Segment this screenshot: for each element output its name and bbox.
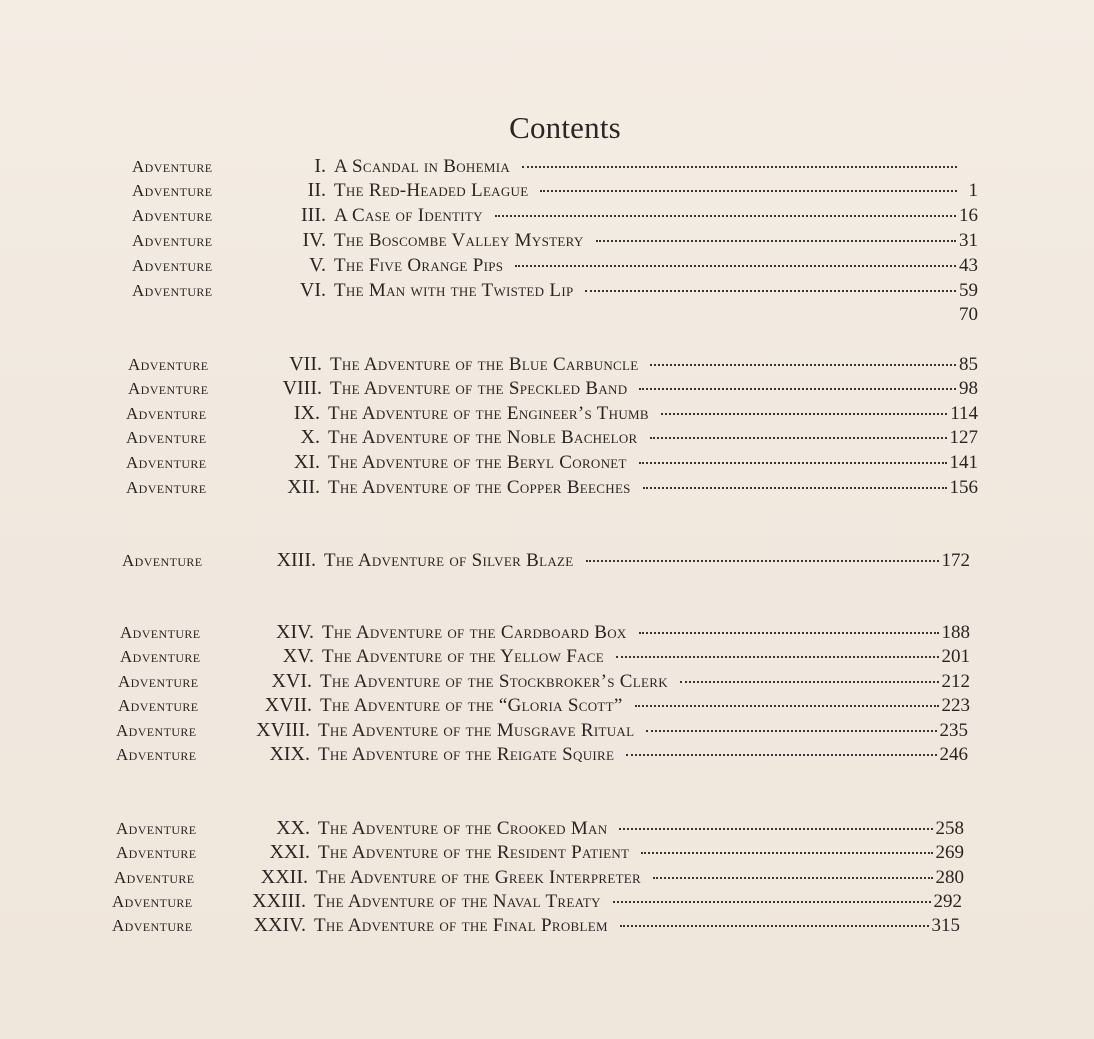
entry-numeral: VIII . <box>236 376 326 400</box>
toc-entry <box>120 644 970 668</box>
leader-dots <box>643 487 947 489</box>
toc-entry <box>132 253 978 277</box>
entry-title: The Adventure of the Cardboard Box <box>322 622 627 643</box>
adventure-label: Adventure <box>120 623 201 642</box>
leader-dots <box>495 215 956 217</box>
leader-dots <box>522 166 957 168</box>
entry-title: The Red-Headed League <box>334 180 529 201</box>
leader-dots <box>540 190 957 192</box>
leader-dots <box>646 730 936 732</box>
adventure-label: Adventure <box>128 379 209 398</box>
entry-page: 246 <box>939 744 968 765</box>
toc-entry <box>122 548 970 572</box>
entry-title: The Man with the Twisted Lip <box>334 280 574 301</box>
adventure-label: Adventure <box>116 721 197 740</box>
adventure-label: Adventure <box>126 453 207 472</box>
entry-title: The Adventure of the Reigate Squire <box>318 744 615 765</box>
leader-dots <box>639 462 947 464</box>
entry-numeral: II . <box>240 178 330 202</box>
leader-dots <box>620 925 929 927</box>
entry-title: The Boscombe Valley Mystery <box>334 230 584 251</box>
adventure-label: Adventure <box>132 281 213 300</box>
entry-numeral: XIX . <box>224 742 314 766</box>
leader-dots <box>619 828 932 830</box>
entry-page: 85 <box>959 354 978 375</box>
adventure-label: Adventure <box>122 551 203 570</box>
entry-numeral: V . <box>240 253 330 277</box>
entry-title: The Adventure of the Speckled Band <box>330 378 628 399</box>
entry-title: The Adventure of the Copper Beeches <box>328 477 631 498</box>
entry-title: The Adventure of the Noble Bachelor <box>328 427 638 448</box>
adventure-label: Adventure <box>126 428 207 447</box>
leader-dots <box>613 901 931 903</box>
toc-entry <box>132 228 978 252</box>
adventure-label: Adventure <box>112 892 193 911</box>
entry-title: A Scandal in Bohemia <box>334 156 511 177</box>
adventure-label: Adventure <box>116 819 197 838</box>
entry-page: 43 <box>959 255 978 276</box>
leader-dots <box>586 560 939 562</box>
toc-entry <box>112 913 960 937</box>
toc-entry <box>132 278 978 302</box>
entry-numeral: XXIV . <box>220 913 310 937</box>
entry-title: The Adventure of the Resident Patient <box>318 842 630 863</box>
entry-page: 59 <box>959 280 978 301</box>
page-title: Contents <box>509 110 621 145</box>
entry-page: 201 <box>941 646 970 667</box>
leader-dots <box>596 240 956 242</box>
adventure-label: Adventure <box>126 478 207 497</box>
entry-page: 223 <box>941 695 970 716</box>
entry-numeral: XXIII . <box>220 889 310 913</box>
entry-title: The Five Orange Pips <box>334 255 504 276</box>
toc-entry <box>128 352 978 376</box>
entry-numeral: IX . <box>234 401 324 425</box>
leader-dots <box>626 754 936 756</box>
entry-page: 188 <box>941 622 970 643</box>
leader-dots <box>616 656 939 658</box>
entry-title: The Adventure of the “Gloria Scott” <box>320 695 623 716</box>
entry-page: 258 <box>935 818 964 839</box>
entry-page: 172 <box>941 550 970 571</box>
entry-numeral: XVI . <box>226 669 316 693</box>
entry-numeral: III . <box>240 203 330 227</box>
entry-title: The Adventure of the Yellow Face <box>322 646 604 667</box>
toc-entry <box>126 425 978 449</box>
entry-page: 156 <box>949 477 978 498</box>
entry-numeral: XIII . <box>230 548 320 572</box>
entry-page: 114 <box>950 403 978 424</box>
leader-dots <box>635 705 939 707</box>
toc-entry <box>132 154 978 178</box>
entry-numeral: I . <box>240 154 330 178</box>
entry-page: 31 <box>959 230 978 251</box>
adventure-label: Adventure <box>120 647 201 666</box>
entry-numeral: XVIII . <box>224 718 314 742</box>
entry-numeral: XX . <box>224 816 314 840</box>
leader-dots <box>680 681 939 683</box>
entry-title: The Adventure of the Beryl Coronet <box>328 452 627 473</box>
leader-dots <box>661 413 947 415</box>
entry-numeral: X . <box>234 425 324 449</box>
toc-entry <box>126 401 978 425</box>
toc-entry <box>116 840 964 864</box>
entry-page: 280 <box>935 867 964 888</box>
entry-numeral: VII . <box>236 352 326 376</box>
entry-title: A Case of Identity <box>334 205 483 226</box>
entry-page: 269 <box>935 842 964 863</box>
adventure-label: Adventure <box>132 256 213 275</box>
leader-dots <box>641 852 932 854</box>
entry-numeral: XXI . <box>224 840 314 864</box>
entry-page: 98 <box>959 378 978 399</box>
toc-entry <box>128 376 978 400</box>
entry-title: The Adventure of the Stockbroker’s Clerk <box>320 671 668 692</box>
adventure-label: Adventure <box>132 231 213 250</box>
entry-numeral: IV . <box>240 228 330 252</box>
adventure-label: Adventure <box>116 843 197 862</box>
entry-title: The Adventure of Silver Blaze <box>324 550 574 571</box>
leader-dots <box>653 877 932 879</box>
entry-numeral: VI . <box>240 278 330 302</box>
entry-page: 315 <box>931 915 960 936</box>
entry-page: 16 <box>959 205 978 226</box>
entry-title: The Adventure of the Engineer’s Thumb <box>328 403 649 424</box>
toc-entry <box>118 669 970 693</box>
toc-entry <box>112 889 962 913</box>
toc-entry <box>120 620 970 644</box>
entry-title: The Adventure of the Final Problem <box>314 915 608 936</box>
toc-entry <box>116 742 968 766</box>
adventure-label: Adventure <box>132 206 213 225</box>
entry-page: 127 <box>949 427 978 448</box>
entry-page: 235 <box>939 720 968 741</box>
leader-dots <box>585 290 956 292</box>
entry-title: The Adventure of the Naval Treaty <box>314 891 601 912</box>
toc-entry <box>118 693 970 717</box>
adventure-label: Adventure <box>118 672 199 691</box>
entry-page: 292 <box>933 891 962 912</box>
entry-title: The Adventure of the Greek Interpreter <box>316 867 642 888</box>
entry-title: The Adventure of the Crooked Man <box>318 818 608 839</box>
entry-numeral: XVII . <box>226 693 316 717</box>
toc-entry <box>116 718 968 742</box>
toc-entry <box>126 450 978 474</box>
entry-page: 1 <box>968 180 978 201</box>
adventure-label: Adventure <box>112 916 193 935</box>
entry-page: 212 <box>941 671 970 692</box>
toc-entry <box>132 203 978 227</box>
entry-page: 70 <box>959 304 978 325</box>
adventure-label: Adventure <box>114 868 195 887</box>
entry-page: 141 <box>949 452 978 473</box>
leader-dots <box>515 265 956 267</box>
toc-entry <box>132 178 978 202</box>
leader-dots <box>639 632 939 634</box>
entry-numeral: XXII . <box>222 865 312 889</box>
adventure-label: Adventure <box>128 355 209 374</box>
entry-numeral: XV . <box>228 644 318 668</box>
entry-title: The Adventure of the Blue Carbuncle <box>330 354 639 375</box>
toc-entry <box>116 816 964 840</box>
entry-numeral: XI . <box>234 450 324 474</box>
adventure-label: Adventure <box>132 157 213 176</box>
entry-title: The Adventure of the Musgrave Ritual <box>318 720 635 741</box>
leader-dots <box>650 364 956 366</box>
adventure-label: Adventure <box>118 696 199 715</box>
leader-dots <box>639 388 956 390</box>
adventure-label: Adventure <box>132 181 213 200</box>
toc-entry <box>114 865 964 889</box>
entry-numeral: XIV . <box>228 620 318 644</box>
adventure-label: Adventure <box>126 404 207 423</box>
toc-entry <box>126 475 978 499</box>
toc-entry-page-only <box>900 303 978 327</box>
leader-dots <box>650 437 947 439</box>
adventure-label: Adventure <box>116 745 197 764</box>
entry-numeral: XII . <box>234 475 324 499</box>
